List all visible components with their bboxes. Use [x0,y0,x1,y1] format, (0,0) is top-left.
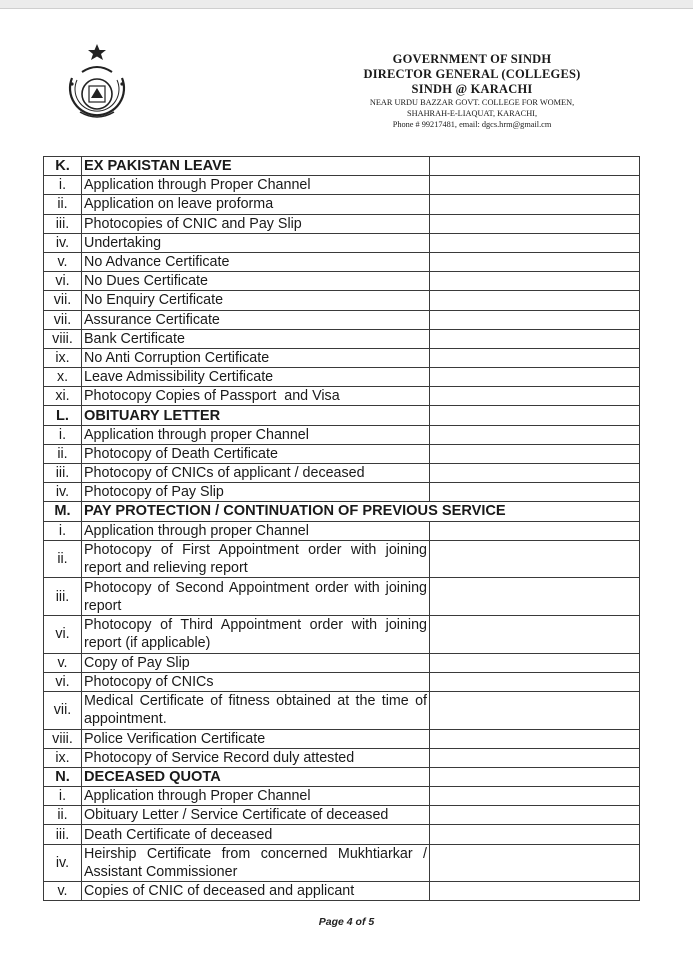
item-text: Photocopy of CNICs [82,672,430,691]
item-number: xi. [44,387,82,406]
item-number: vi. [44,672,82,691]
item-text: Photocopy of First Appointment order with joining report and relieving report [84,542,427,577]
table-row [44,521,640,540]
item-number: ii. [44,195,82,214]
item-number: vii. [44,691,82,729]
item-text: Death Certificate of deceased [82,825,430,844]
blank-cell [430,348,640,367]
item-number: ii. [44,540,82,578]
blank-cell [430,176,640,195]
section-title: OBITUARY LETTER [82,406,430,425]
blank-cell [430,787,640,806]
blank-cell [430,291,640,310]
table-row [44,214,640,233]
table-row [44,464,640,483]
government-seal-logo [58,42,136,128]
item-text: Application through Proper Channel [82,787,430,806]
blank-cell [430,615,640,653]
table-row [44,425,640,444]
table-row [44,195,640,214]
blank-cell [430,368,640,387]
item-text: Photocopy of Service Record duly attested [82,748,430,767]
item-number: v. [44,653,82,672]
item-number: iv. [44,844,82,882]
item-text: No Advance Certificate [82,252,430,271]
table-row [44,653,640,672]
item-text: Photocopy of Pay Slip [82,483,430,502]
section-code: L. [44,406,82,425]
table-row [44,787,640,806]
letterhead [322,52,622,130]
section-header [44,157,640,176]
item-text: Police Verification Certificate [82,729,430,748]
table-row [44,291,640,310]
address-line-2: SHAHRAH-E-LIAQUAT, KARACHI, [406,109,538,118]
blank-cell [430,729,640,748]
item-number: i. [44,787,82,806]
address-line-1: NEAR URDU BAZZAR GOVT. COLLEGE FOR WOMEN, [369,98,575,107]
top-edge [0,0,693,9]
item-text: Photocopy Copies of Passport and Visa [82,387,430,406]
item-text: Application through Proper Channel [82,176,430,195]
item-text: Photocopy of Death Certificate [82,444,430,463]
item-text: Undertaking [82,233,430,252]
blank-cell [430,214,640,233]
table-row [44,348,640,367]
item-number: vi. [44,615,82,653]
table-row [44,368,640,387]
blank-cell [430,691,640,729]
section-header [44,406,640,425]
item-text: Copy of Pay Slip [82,653,430,672]
letterhead-line-1: GOVERNMENT OF SINDH [392,52,552,66]
item-number: iii. [44,578,82,616]
table-row [44,272,640,291]
section-title: EX PAKISTAN LEAVE [82,157,430,176]
table-row [44,387,640,406]
item-number: v. [44,882,82,901]
blank-cell [430,578,640,616]
item-text: Bank Certificate [82,329,430,348]
item-number: viii. [44,329,82,348]
item-text: Heirship Certificate from concerned Mukhtiarkar / Assistant Commissioner [84,845,427,880]
contact-line: Phone # 99217481, email: dgcs.hrm@gmail.cm [392,120,552,129]
blank-cell [430,540,640,578]
item-text: No Enquiry Certificate [82,291,430,310]
item-text-cell [82,578,430,616]
section-code: N. [44,767,82,786]
blank-cell [430,844,640,882]
blank-cell [430,425,640,444]
item-text: Obituary Letter / Service Certificate of deceased [82,806,430,825]
item-number: x. [44,368,82,387]
blank-cell [430,157,640,176]
table-row [44,329,640,348]
blank-cell [430,882,640,901]
table-row [44,672,640,691]
item-number: vii. [44,310,82,329]
table-row [44,825,640,844]
table-row [44,691,640,729]
item-text: No Anti Corruption Certificate [82,348,430,367]
table-row [44,483,640,502]
table-row [44,729,640,748]
requirements-table [43,156,640,901]
blank-cell [430,483,640,502]
section-title: PAY PROTECTION / CONTINUATION OF PREVIOUS SERVICE [82,502,640,521]
blank-cell [430,672,640,691]
item-number: i. [44,176,82,195]
table-row [44,748,640,767]
blank-cell [430,653,640,672]
item-number: i. [44,521,82,540]
item-number: vi. [44,272,82,291]
item-number: v. [44,252,82,271]
blank-cell [430,767,640,786]
item-number: ix. [44,348,82,367]
section-code: M. [44,502,82,521]
item-text: Photocopies of CNIC and Pay Slip [82,214,430,233]
item-number: i. [44,425,82,444]
table-row [44,233,640,252]
blank-cell [430,233,640,252]
section-header [44,767,640,786]
item-number: iii. [44,214,82,233]
blank-cell [430,806,640,825]
item-text: Application on leave proforma [82,195,430,214]
blank-cell [430,521,640,540]
item-text: Copies of CNIC of deceased and applicant [82,882,430,901]
table-row [44,806,640,825]
item-number: ii. [44,444,82,463]
blank-cell [430,329,640,348]
item-text-cell [82,844,430,882]
item-number: iv. [44,233,82,252]
item-number: ii. [44,806,82,825]
item-number: iv. [44,483,82,502]
page-number: Page 4 of 5 [318,916,375,928]
blank-cell [430,464,640,483]
item-text: No Dues Certificate [82,272,430,291]
table-row [44,578,640,616]
item-number: vii. [44,291,82,310]
item-number: iii. [44,825,82,844]
section-code: K. [44,157,82,176]
item-text-cell [82,691,430,729]
blank-cell [430,252,640,271]
item-text: Application through proper Channel [82,425,430,444]
blank-cell [430,825,640,844]
blank-cell [430,195,640,214]
table-row [44,252,640,271]
item-text: Application through proper Channel [82,521,430,540]
table-row [44,444,640,463]
blank-cell [430,310,640,329]
item-text: Photocopy of Third Appointment order with joining report (if applicable) [84,617,427,652]
item-text: Leave Admissibility Certificate [82,368,430,387]
table-row [44,844,640,882]
blank-cell [430,272,640,291]
item-number: iii. [44,464,82,483]
item-text: Photocopy of CNICs of applicant / deceased [82,464,430,483]
item-text: Photocopy of Second Appointment order with joining report [84,579,427,614]
blank-cell [430,748,640,767]
table-row [44,176,640,195]
letterhead-line-3: SINDH @ KARACHI [411,82,533,96]
table-row [44,615,640,653]
item-text-cell [82,615,430,653]
item-number: viii. [44,729,82,748]
item-text: Assurance Certificate [82,310,430,329]
table-row [44,310,640,329]
section-title: DECEASED QUOTA [82,767,430,786]
blank-cell [430,444,640,463]
table-row [44,540,640,578]
item-text: Medical Certificate of fitness obtained at the time of appointment. [84,693,427,728]
section-header [44,502,640,521]
letterhead-line-2: DIRECTOR GENERAL (COLLEGES) [363,67,581,81]
blank-cell [430,406,640,425]
item-number: ix. [44,748,82,767]
blank-cell [430,387,640,406]
item-text-cell [82,540,430,578]
table-row [44,882,640,901]
